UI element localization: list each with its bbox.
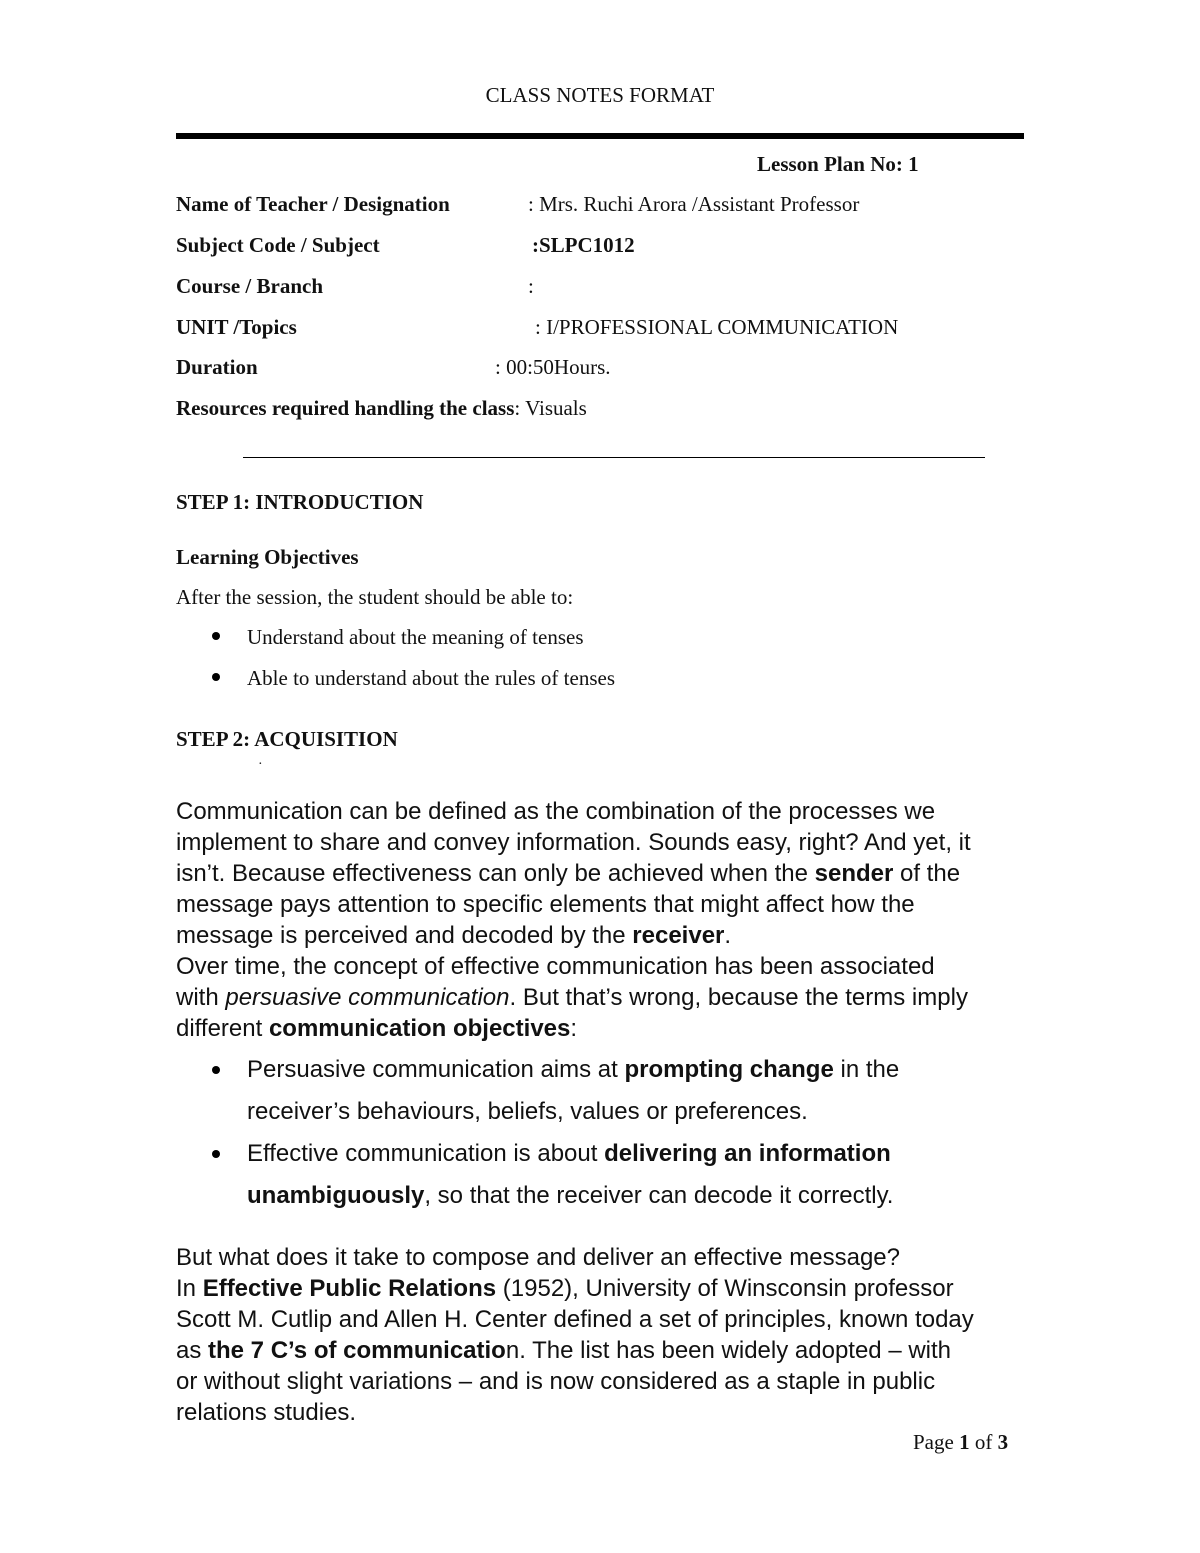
- learning-objectives-heading: Learning Objectives: [176, 545, 359, 569]
- keyword-7cs: the 7 C’s of communicatio: [208, 1337, 506, 1364]
- keyword-receiver: receiver: [632, 922, 725, 949]
- acquisition-paragraph-1: [176, 796, 971, 1044]
- lesson-plan-number: Lesson Plan No: 1: [757, 152, 919, 176]
- objectives-intro: After the session, the student should be able to:: [176, 585, 574, 609]
- text-line: Over time, the concept of effective communication has been associated: [176, 953, 935, 980]
- text-line: message is perceived and decoded by the receiver.: [176, 922, 732, 949]
- unit-label: UNIT /Topics: [176, 315, 297, 339]
- bullet-dot-icon: [212, 673, 220, 681]
- acquisition-paragraph-2: [176, 1242, 974, 1428]
- duration-label: Duration: [176, 355, 258, 379]
- objective-item: Understand about the meaning of tenses: [247, 625, 584, 649]
- page-number: Page 1 of 3: [913, 1430, 1009, 1454]
- step2-heading: STEP 2: ACQUISITION: [176, 727, 398, 751]
- course-value: :: [528, 274, 534, 298]
- subject-label: Subject Code / Subject: [176, 233, 380, 257]
- keyword-objectives: communication objectives: [268, 1015, 571, 1042]
- list-item: Effective communication is about delivering an information: [247, 1140, 891, 1167]
- teacher-value: : Mrs. Ruchi Arora /Assistant Professor: [528, 192, 860, 216]
- text-line: relations studies.: [176, 1399, 357, 1426]
- objective-item: Able to understand about the rules of tenses: [247, 666, 615, 690]
- keyword-sender: sender: [814, 860, 894, 887]
- list-item: Persuasive communication aims at prompting change in the: [247, 1056, 900, 1083]
- text-line: with persuasive communication. But that’s wrong, because the terms imply: [176, 984, 968, 1011]
- resources-line: [176, 396, 587, 421]
- text-line: Communication can be defined as the combination of the processes we: [176, 798, 936, 825]
- duration-value: : 00:50Hours.: [495, 355, 611, 379]
- communication-types-list: [247, 1049, 899, 1217]
- bullet-dot-icon: [212, 1066, 220, 1074]
- book-title: Effective Public Relations: [202, 1275, 497, 1302]
- text-line: different communication objectives:: [176, 1015, 578, 1042]
- keyword-persuasive: persuasive communication: [225, 984, 510, 1011]
- text-line: implement to share and convey information. Sounds easy, right? And yet, it: [176, 829, 971, 856]
- document-title: CLASS NOTES FORMAT: [485, 83, 715, 107]
- text-line: Scott M. Cutlip and Allen H. Center defined a set of principles, known today: [176, 1306, 974, 1333]
- list-item-continuation: unambiguously, so that the receiver can decode it correctly.: [247, 1182, 894, 1209]
- list-item-continuation: receiver’s behaviours, beliefs, values or preferences.: [247, 1098, 808, 1125]
- section-divider: [243, 457, 985, 458]
- resources-label: Resources required handling the class: [176, 396, 515, 420]
- subject-value: :SLPC1012: [532, 233, 635, 257]
- stray-mark: ·: [258, 757, 263, 772]
- bullet-dot-icon: [212, 632, 220, 640]
- step1-heading: STEP 1: INTRODUCTION: [176, 490, 424, 514]
- course-label: Course / Branch: [176, 274, 323, 298]
- resources-value: : Visuals: [514, 396, 587, 420]
- text-line: or without slight variations – and is now considered as a staple in public: [176, 1368, 936, 1395]
- text-line: But what does it take to compose and deliver an effective message?: [176, 1244, 900, 1271]
- bullet-dot-icon: [212, 1150, 220, 1158]
- teacher-label: Name of Teacher / Designation: [176, 192, 450, 216]
- text-line: as the 7 C’s of communication. The list has been widely adopted – with: [176, 1337, 952, 1364]
- text-line: In Effective Public Relations (1952), University of Winsconsin professor: [176, 1275, 954, 1302]
- text-line: isn’t. Because effectiveness can only be achieved when the sender of the: [176, 860, 961, 887]
- unit-value: : I/PROFESSIONAL COMMUNICATION: [535, 315, 899, 339]
- text-line: message pays attention to specific elements that might affect how the: [176, 891, 915, 918]
- title-divider: [176, 133, 1024, 139]
